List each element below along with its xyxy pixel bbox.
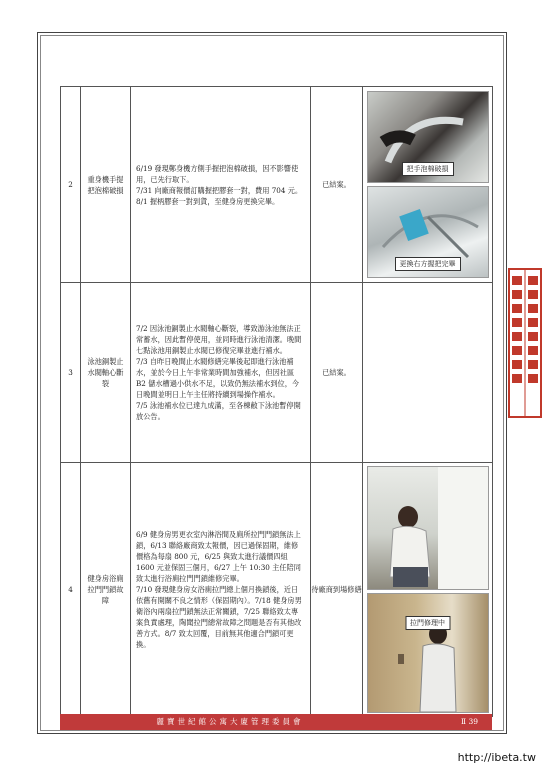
- door-repairing-art: [368, 594, 488, 712]
- description-line: 7/31 向廠商報價訂購握把膠套一對，費用 704 元。: [136, 185, 303, 195]
- photo-caption: 更換右方握把完畢: [395, 257, 461, 271]
- door-repair-photo: [367, 466, 489, 590]
- item-title: 重身機手提把泡棉破損: [81, 87, 131, 283]
- replaced-handle-photo: [367, 186, 489, 278]
- description-line: 7/3 自昨日晚間止水閥修繕完畢後起即進行泳池補水，並於今日上午非常業時間加強補水，但因社區 B2 儲水槽過小供水不足，以致仍無法補水到位，今日晚間並明日上午主任將持續到場操作補水。: [136, 357, 300, 399]
- description-line: 6/19 發現鄭身機方側手握把泡棉破損，因不影響使用，已先行取下。: [136, 163, 299, 184]
- watermark: http://ibeta.tw: [457, 751, 536, 764]
- footer-bar: [60, 714, 492, 730]
- page-number: Ⅱ 39: [460, 717, 478, 726]
- item-title: 健身房浴廁拉門門鎖故障: [81, 463, 131, 717]
- description-line: 6/9 健身房男更衣室內淋浴間及廁所拉門門鎖無法上鎖，6/13 聯絡廠商致太報價，因已過保固期，維修價格為每扇 800 元，6/25 與致太進行議價四組 1600 元並保固三個月，6/27 上午 10:30 主任陪同致太進行浴廁拉門門鎖維修完畢。: [136, 530, 301, 583]
- item-status: 已結案。: [311, 87, 363, 283]
- description-line: 7/5 泳池補水位已達九成滿，至各棟敝下泳池暫停開放公告。: [136, 401, 301, 421]
- photo-cell: [363, 87, 493, 283]
- description-line: 8/1 握柄膠套一對到貨，至健身房更換完畢。: [136, 196, 280, 206]
- photo-cell: [363, 463, 493, 717]
- seal-stamp: [508, 268, 542, 418]
- row-number: 3: [61, 283, 81, 463]
- photo-caption: 拉門修理中: [405, 616, 450, 630]
- photo-caption: 把手泡棉破損: [402, 162, 454, 176]
- door-repairing-photo: [367, 593, 489, 713]
- table-row: [61, 463, 493, 717]
- row-number: 2: [61, 87, 81, 283]
- description-line: 7/2 因泳池銅製止水閥軸心斷裂，導致游泳池無法正常蓄水，因此暫停使用，並同時進行泳池清潔。晚間七點泳池用銅製止水閥已修復完畢並進行補水。: [136, 324, 302, 355]
- door-repair-art: [368, 467, 488, 589]
- maintenance-log-table: [60, 86, 493, 717]
- item-description: [131, 283, 311, 463]
- description-line: 7/10 發現健身房女浴廁拉門總上個月換鎖後，近日依舊有開關不良之情形（保固期內）。7/18 健身房男衛浴內兩扇拉門鎖無法正常關鎖，7/25 聯絡致太專案負責處理，陶聞拉門總常故障之問題是否有其他改善方式。8/7 致太回覆，目前無其他適合門鎖可更換。: [136, 585, 302, 649]
- item-status: 待廠商到場修繕: [311, 463, 363, 717]
- table-row: [61, 87, 493, 283]
- item-description: [131, 463, 311, 717]
- photo-cell: [363, 283, 493, 463]
- seal-stamp-art: [508, 268, 542, 418]
- broken-handle-photo: [367, 91, 489, 183]
- table-row: [61, 283, 493, 463]
- item-title: 泳池銅製止水閥軸心斷裂: [81, 283, 131, 463]
- footer-title: 麗寶世紀館公寓大廈管理委員會: [156, 717, 304, 726]
- item-status: 已結案。: [311, 283, 363, 463]
- row-number: 4: [61, 463, 81, 717]
- item-description: [131, 87, 311, 283]
